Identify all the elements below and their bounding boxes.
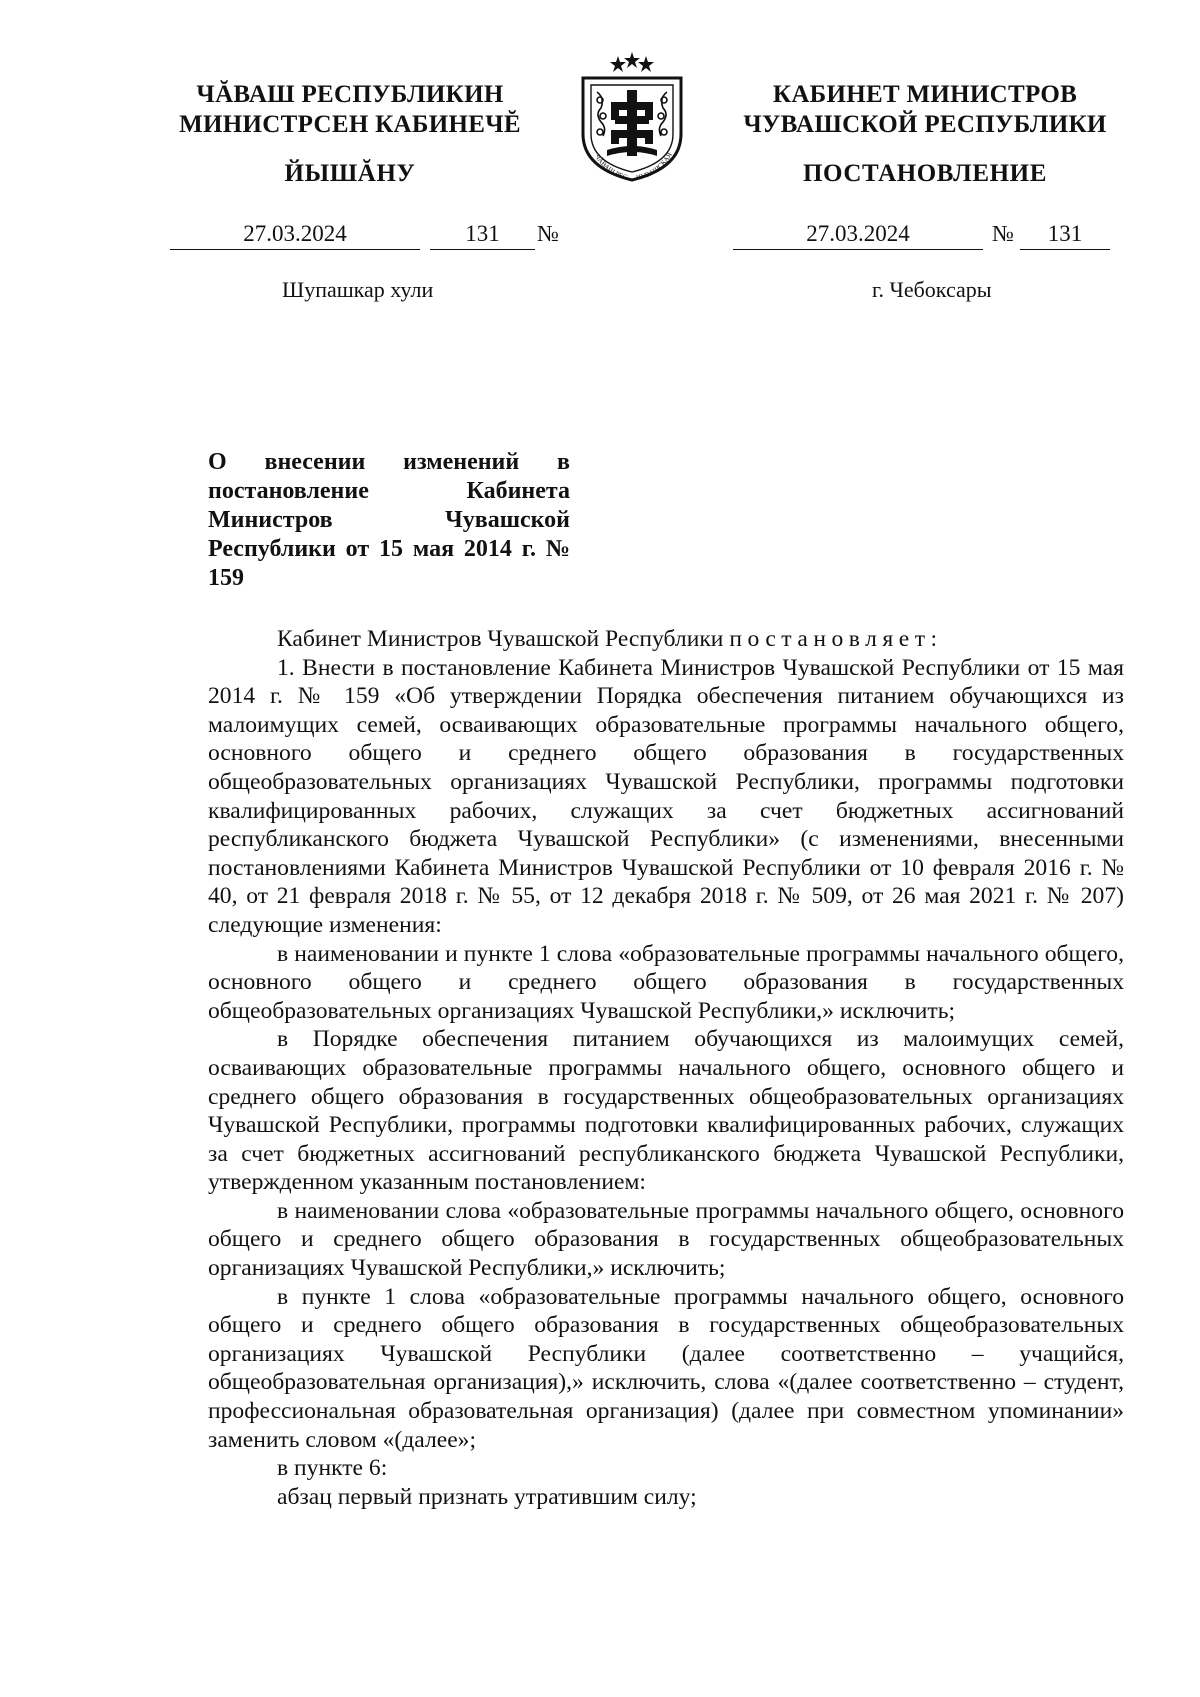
paragraph: в наименовании слова «образовательные программы начального общего, основного общего и среднего общего образования в государственных общеобразовательных организациях Чувашской Республики,» исключить; bbox=[208, 1197, 1124, 1282]
left-date-field: 27.03.2024 bbox=[170, 221, 420, 250]
header-left-line1: ЧĂВАШ РЕСПУБЛИКИН bbox=[196, 81, 504, 108]
chuvash-coat-of-arms-icon bbox=[567, 52, 697, 184]
right-number-field: 131 bbox=[1020, 221, 1110, 250]
header-right-line1: КАБИНЕТ МИНИСТРОВ bbox=[772, 81, 1078, 108]
header-right-line2: ЧУВАШСКОЙ РЕСПУБЛИКИ bbox=[743, 111, 1107, 138]
document-title: О внесении изменений в постановление Кабинета Министров Чувашской Республики от 15 мая 2014 г. № 159 bbox=[208, 449, 570, 591]
header-left-line2: МИНИСТРСЕН КАБИНЕЧĔ bbox=[179, 111, 521, 138]
paragraph: абзац первый признать утратившим силу; bbox=[277, 1483, 697, 1510]
paragraph: в пункте 1 слова «образовательные программы начального общего, основного общего и среднего общего образования в государственных общеобразовательных организациях Чувашской Республики (далее соответственно – учащийся, общеобразовательная организация),» исключить, слова «(далее соответственно – студент, профессиональная образовательная организация) (далее при совместном упоминании» заменить словом «(далее»; bbox=[208, 1283, 1124, 1453]
place-left: Шупашкар хули bbox=[282, 277, 434, 302]
intro-prefix: Кабинет Министров Чувашской Республики bbox=[277, 626, 730, 652]
emblem-ring-text-left: ЧĂВАШ РЕС bbox=[593, 152, 629, 182]
paragraph: 1. Внести в постановление Кабинета Министров Чувашской Республики от 15 мая 2014 г. № 159 «Об утверждении Порядка обеспечения питанием обучающихся из малоимущих семей, осваивающих образовательные программы начального общего, основного общего и среднего общего образования в государственных общеобразовательных организациях Чувашской Республики, программы подготовки квалифицированных рабочих, служащих за счет бюджетных ассигнований республиканского бюджета Чувашской Республики» (с изменениями, внесенными постановлениями Кабинета Министров Чувашской Республики от 10 февраля 2016 г. № 40, от 21 февраля 2018 г. № 55, от 12 декабря 2018 г. № 509, от 26 мая 2021 г. № 207) следующие изменения: bbox=[208, 654, 1124, 938]
left-number-sign: № bbox=[537, 221, 559, 246]
place-right: г. Чебоксары bbox=[872, 277, 992, 302]
paragraph: в Порядке обеспечения питанием обучающихся из малоимущих семей, осваивающих образовательные программы начального общего, основного общего и среднего общего образования в государственных общеобразовательных организациях Чувашской Республики, программы подготовки квалифицированных рабочих, служащих за счет бюджетных ассигнований республиканского бюджета Чувашской Республики, утвержденном указанным постановлением: bbox=[208, 1026, 1124, 1196]
left-number-field: 131 bbox=[430, 221, 535, 250]
emblem-ring-text-right: ЧУВАШСКАЯ bbox=[635, 151, 674, 182]
document-body bbox=[208, 625, 1124, 1511]
intro-paragraph bbox=[208, 625, 1124, 654]
intro-resolves: постановляет: bbox=[729, 626, 943, 652]
right-date-field: 27.03.2024 bbox=[733, 221, 983, 250]
header-right-org bbox=[720, 80, 1130, 140]
right-number-sign: № bbox=[992, 221, 1014, 246]
doc-type-left: ЙЫШĂНУ bbox=[284, 160, 416, 187]
paragraph: в пункте 6: bbox=[277, 1455, 388, 1482]
header-left-org bbox=[150, 80, 550, 140]
paragraph: в наименовании и пункте 1 слова «образовательные программы начального общего, основного общего и среднего общего образования в государственных общеобразовательных организациях Чувашской Республики,» исключить; bbox=[208, 940, 1124, 1024]
doc-type-right: ПОСТАНОВЛЕНИЕ bbox=[802, 160, 1048, 187]
